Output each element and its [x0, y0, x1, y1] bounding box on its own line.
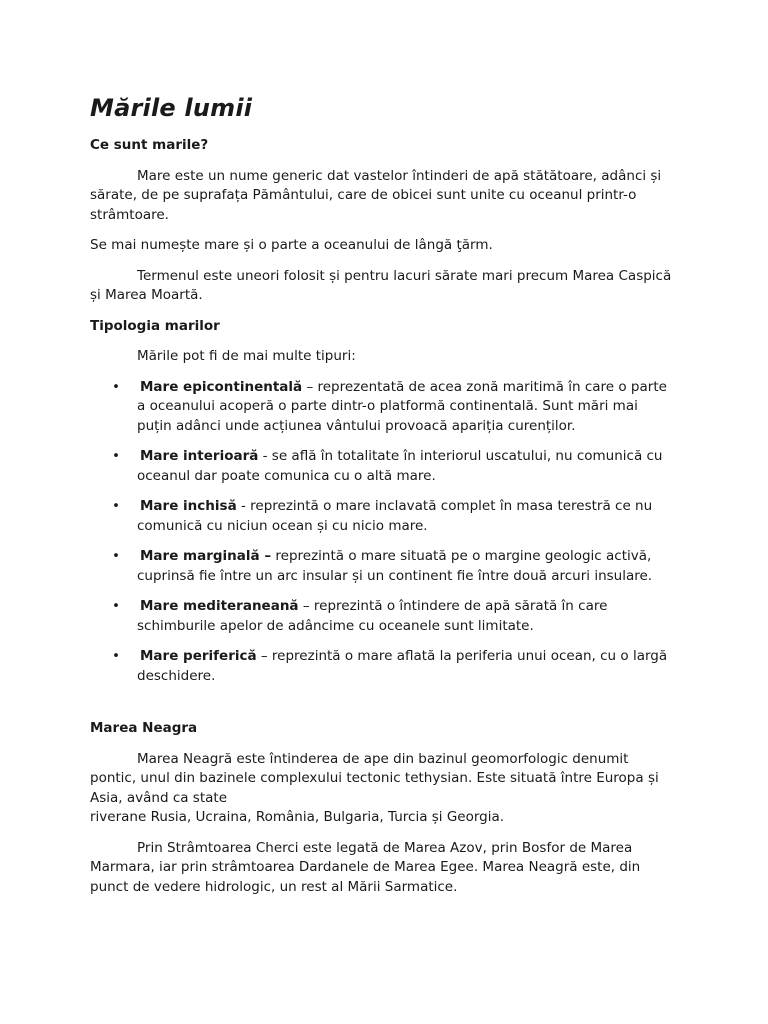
list-item: [90, 378, 675, 437]
document-page: [90, 88, 675, 908]
list-item-term: Mare epicontinentală: [140, 378, 303, 395]
list-item-term: Mare marginală –: [140, 548, 272, 564]
paragraph-intro-3: Termenul este uneori folosit și pentru lacuri sărate mari precum Marea Caspică și Marea Moartă.: [90, 267, 672, 303]
paragraph-black-sea-1-part1: Marea Neagră este întinderea de ape din bazinul geomorfologic denumit pontic, unul din bazinele complexului tectonic tethysian. Este situată între Europa și Asia, având ca state: [90, 750, 659, 806]
list-item-term: Mare interioară: [140, 448, 259, 464]
bullet-icon: •: [112, 498, 120, 514]
paragraph-intro-1: Mare este un nume generic dat vastelor întinderi de apă stătătoare, adânci și sărate, de pe suprafața Pământului, care de obicei sunt unite cu oceanul printr-o strâmtoare.: [90, 167, 662, 223]
bullet-icon: •: [112, 378, 120, 395]
list-item: [90, 647, 675, 686]
list-item-term: Mare mediteraneană: [140, 598, 299, 614]
paragraph-typology-intro: Mările pot fi de mai multe tipuri:: [137, 348, 356, 364]
typology-list: [90, 378, 675, 687]
section-heading-intro: Ce sunt marile?: [90, 137, 209, 153]
blank-line: [90, 697, 675, 719]
list-item-term: Mare inchisă: [140, 498, 237, 514]
list-item-text: - reprezintă o mare inclavată complet în masa terestră ce nu comunică cu niciun ocean și cu nicio mare.: [137, 498, 653, 534]
bullet-icon: •: [112, 648, 120, 664]
bullet-icon: •: [112, 548, 120, 564]
paragraph-black-sea-2: Prin Strâmtoarea Cherci este legată de Marea Azov, prin Bosfor de Marea Marmara, iar prin strâmtoarea Dardanele de Marea Egee. Marea Neagră este, din punct de vedere hidrologic, un rest al Mării Sarmatice.: [90, 839, 641, 895]
paragraph-black-sea-1: [90, 750, 675, 828]
section-heading-black-sea: Marea Neagra: [90, 720, 198, 736]
list-item-text: – reprezintă o mare aflată la periferia unui ocean, cu o largă deschidere.: [137, 648, 668, 684]
list-item: [90, 547, 675, 586]
list-item-text: – reprezentată de acea zonă maritimă în care o parte a oceanului acoperă o parte dintr-o platformă continentală. Sunt mări mai puțin adânci unde acțiunea vântului provoacă apariția curenților.: [137, 378, 667, 434]
list-item: [90, 447, 675, 486]
bullet-icon: •: [112, 448, 120, 464]
list-item-text: reprezintă o mare situată pe o margine geologic activă, cuprinsă fie între un arc insular și un continent fie între două arcuri insulare.: [137, 548, 653, 584]
list-item: [90, 497, 675, 536]
list-item-text: – reprezintă o întindere de apă sărată în care schimburile apelor de adâncime cu oceanele sunt limitate.: [137, 598, 608, 634]
bullet-icon: •: [112, 598, 120, 614]
list-item: [90, 597, 675, 636]
list-item-term: Mare periferică: [140, 648, 257, 664]
paragraph-black-sea-1-part2: riverane Rusia, Ucraina, România, Bulgaria, Turcia și Georgia.: [90, 809, 505, 825]
paragraph-intro-2: Se mai numește mare și o parte a oceanului de lângă ţărm.: [90, 237, 493, 253]
list-item-text: - se află în totalitate în interiorul uscatului, nu comunică cu oceanul dar poate comunica cu o altă mare.: [137, 448, 663, 484]
section-heading-typology: Tipologia marilor: [90, 317, 220, 334]
document-title: Mările lumii: [90, 94, 253, 122]
